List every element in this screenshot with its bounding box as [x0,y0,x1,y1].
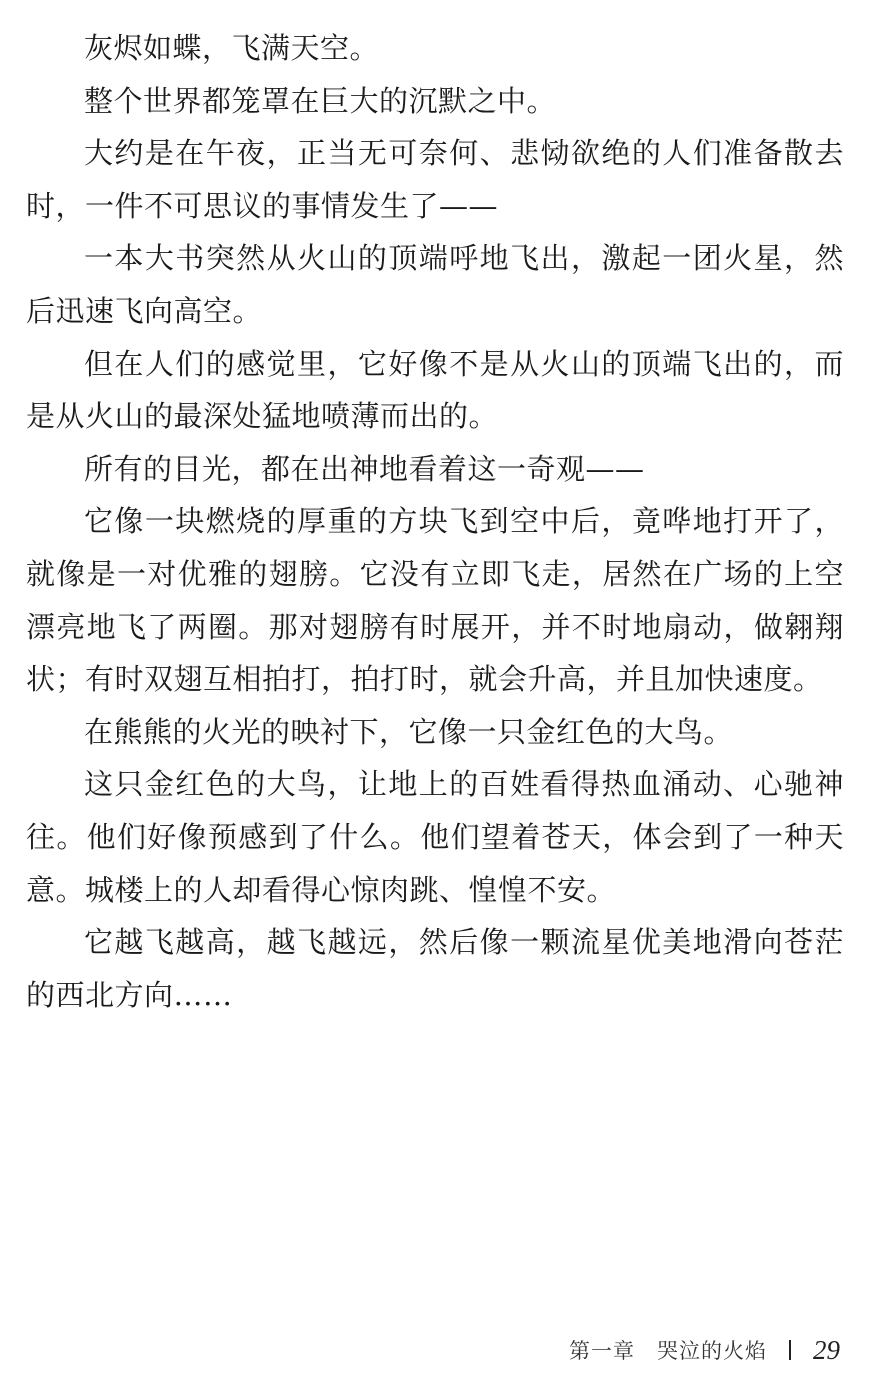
paragraph: 一本大书突然从火山的顶端呼地飞出，激起一团火星，然后迅速飞向高空。 [26,241,844,328]
chapter-title: 哭泣的火焰 [657,1339,767,1363]
paragraph: 所有的目光，都在出神地看着这一奇观—— [84,451,645,486]
paragraph: 它越飞越高，越飞越远，然后像一颗流星优美地滑向苍茫的西北方向…… [26,925,844,1012]
paragraph: 在熊熊的火光的映衬下，它像一只金红色的大鸟。 [84,714,734,749]
paragraph: 整个世界都笼罩在巨大的沉默之中。 [84,83,557,118]
paragraph: 大约是在午夜，正当无可奈何、悲恸欲绝的人们准备散去时，一件不可思议的事情发生了—— [26,136,844,223]
paragraph: 它像一块燃烧的厚重的方块飞到空中后，竟哗地打开了，就像是一对优雅的翅膀。它没有立即飞走，居然在广场的上空漂亮地飞了两圈。那对翅膀有时展开，并不时地扇动，做翱翔状；有时双翅互相拍打，拍打时，就会升高，并且加快速度。 [26,504,844,697]
page-body [26,22,844,1021]
running-head [569,1335,767,1365]
page-footer [0,1330,840,1370]
paragraph: 但在人们的感觉里，它好像不是从火山的顶端飞出的，而是从火山的最深处猛地喷薄而出的。 [26,346,844,434]
paragraph: 灰烬如蝶，飞满天空。 [84,31,380,65]
chapter-label: 第一章 [569,1339,635,1363]
paragraph: 这只金红色的大鸟，让地上的百姓看得热血涌动、心驰神往。他们好像预感到了什么。他们望着苍天，体会到了一种天意。城楼上的人却看得心惊肉跳、惶惶不安。 [26,767,844,907]
page-number: 29 [813,1334,840,1365]
footer-divider [789,1340,791,1360]
